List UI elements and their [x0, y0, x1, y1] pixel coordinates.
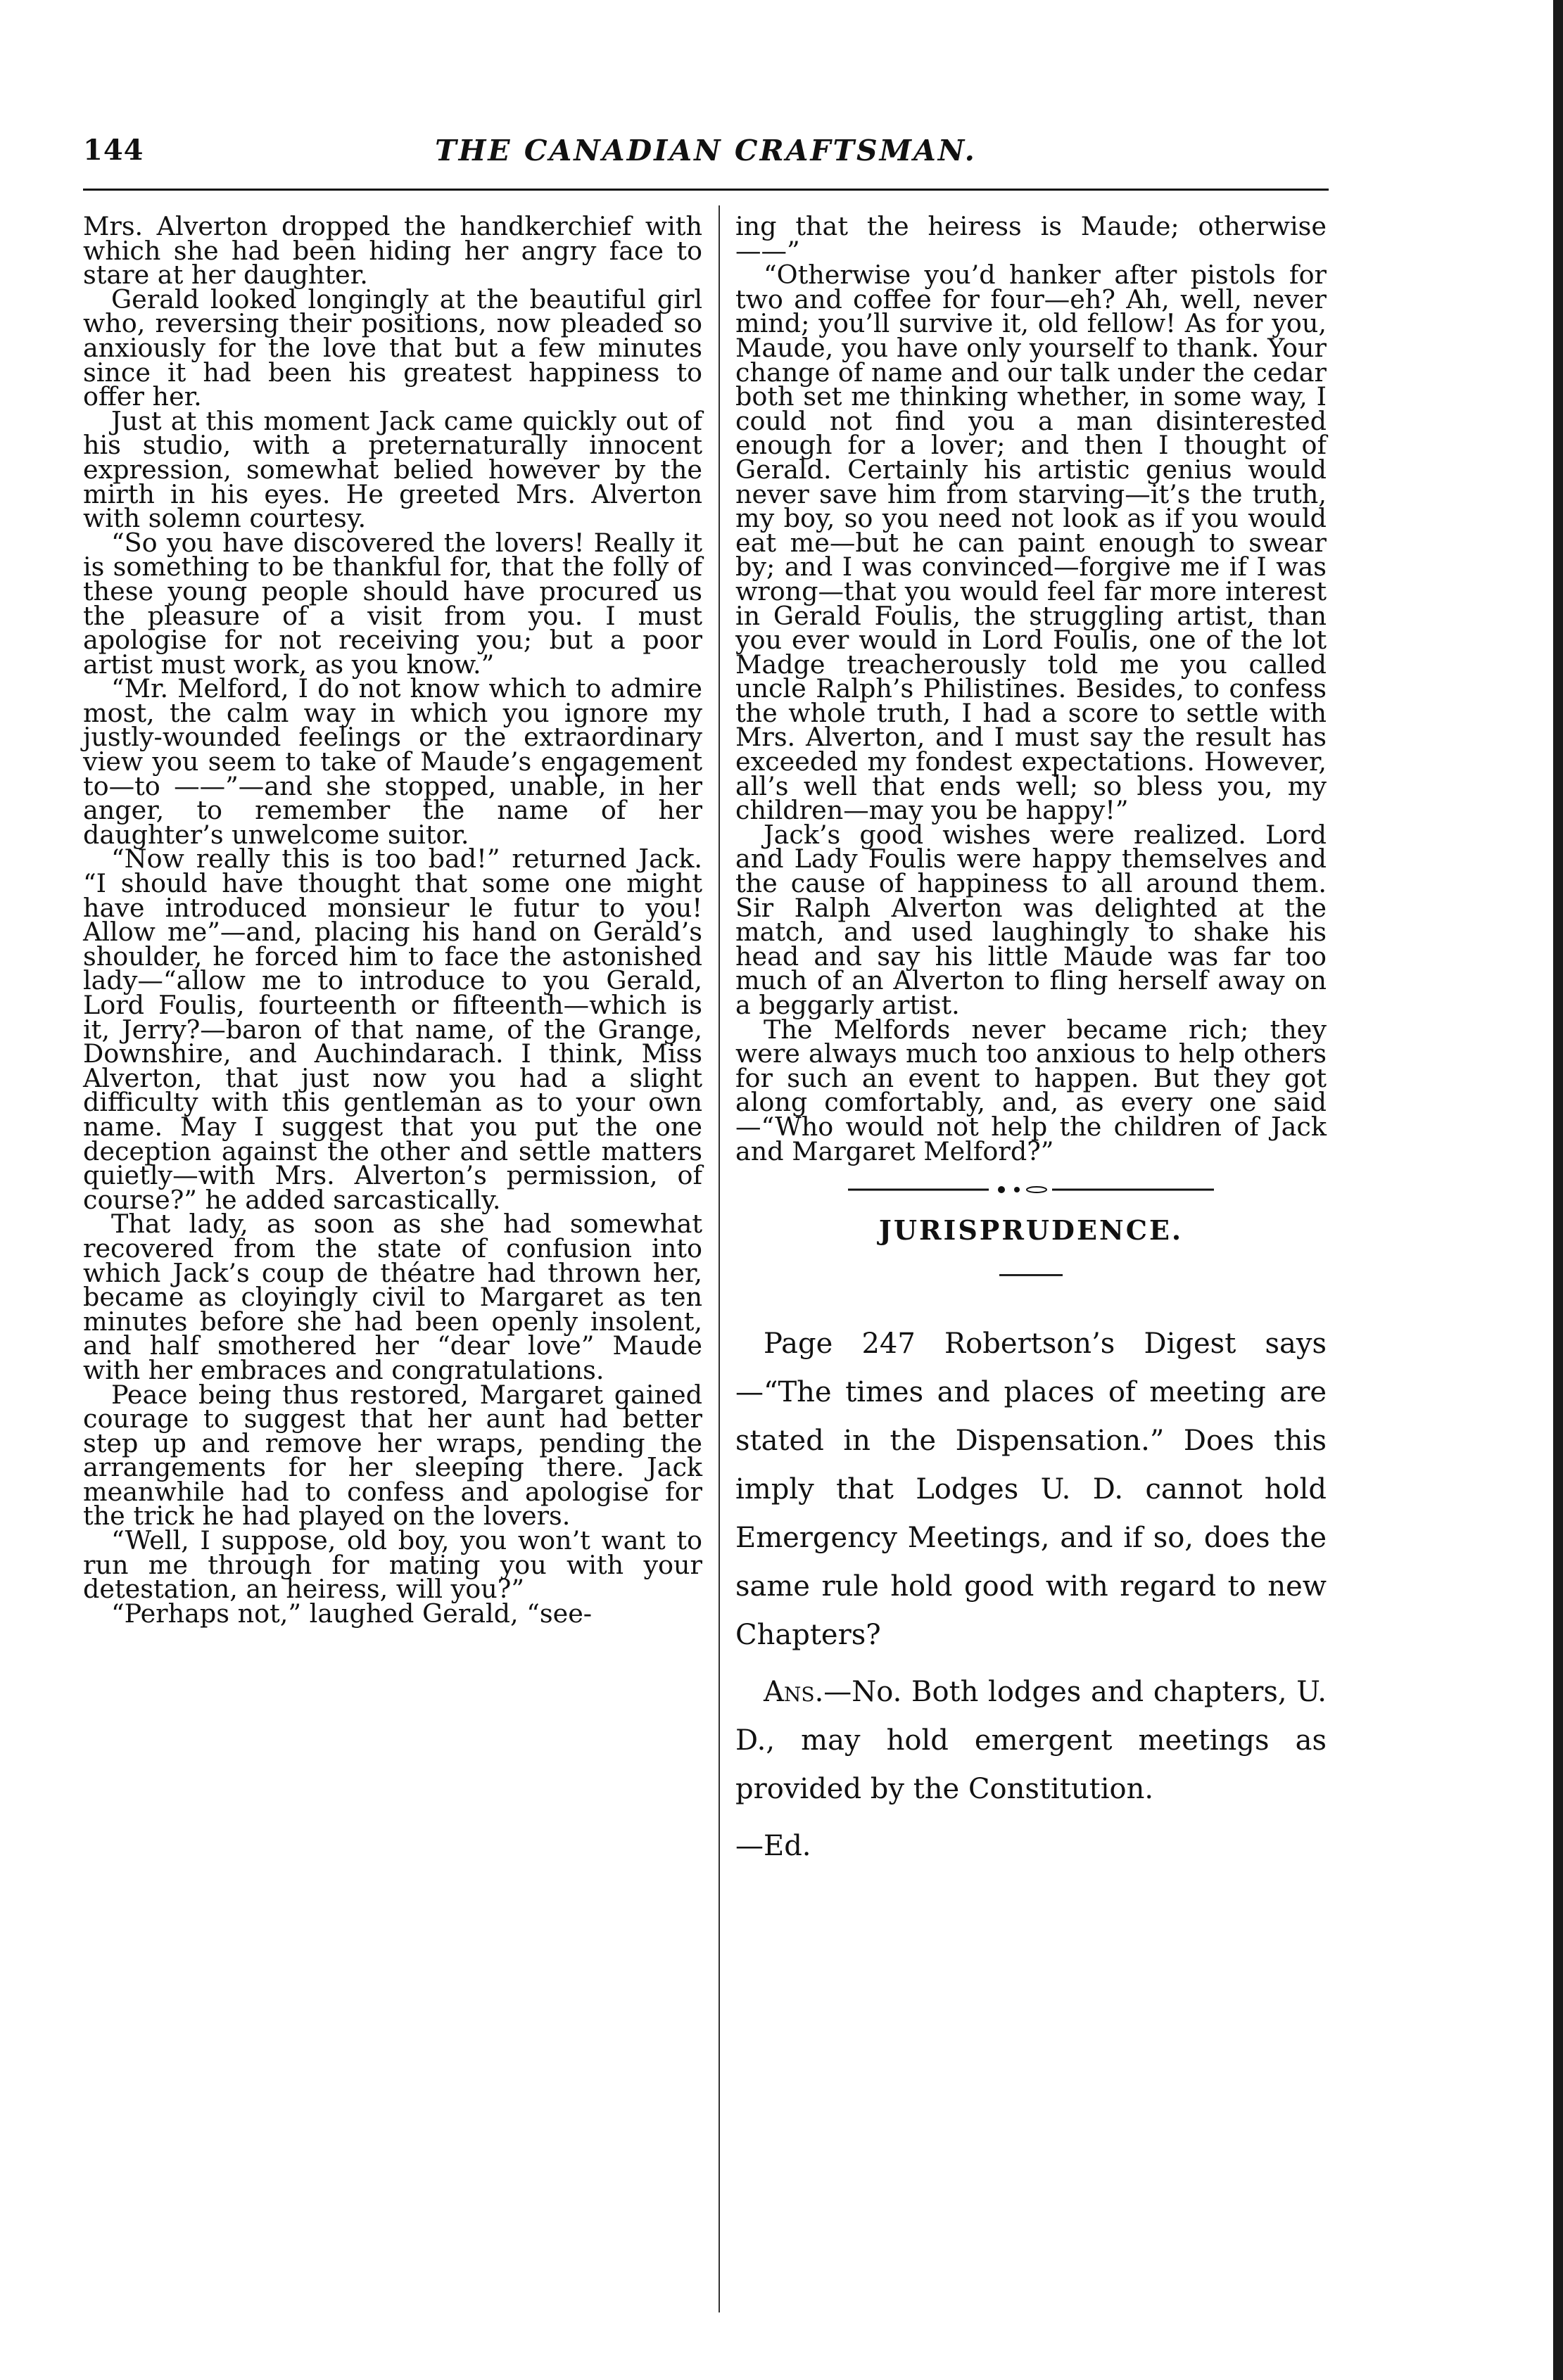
right-column — [735, 211, 1327, 1871]
heading-dash — [999, 1274, 1063, 1276]
paragraph: “Perhaps not,” laughed Gerald, “see- — [111, 1598, 593, 1629]
answer-label: Ans. — [764, 1675, 824, 1708]
paragraph: “Mr. Melford, I do not know which to admire most, the calm way in which you ignore my justly-wounded feelings or the extraordinary view you seem to take of Maude’s engagement to—to ——”—and she stopped, unable, in her anger, to remember the name of her daughter’s unwelcome suitor. — [83, 673, 702, 850]
paragraph: “Otherwise you’d hanker after pistols for two and coffee for four—eh? Ah, well, never mind; you’ll survive it, old fellow! As for you, Maude, you have only yourself to thank. Your change of name and our talk under the cedar both set me thinking whether, in some way, I could not find you a man disinterested enough for a lover; and then I thought of Gerald. Certainly his artistic genius would never save him from starving—it’s the truth, my boy, so you need not look as if you would eat me—but he can paint enough to swear by; and I was convinced—forgive me if I was wrong—that you would feel far more interest in Gerald Foulis, the struggling artist, than you ever would in Lord Foulis, one of the lot Madge treacherously told me you called uncle Ralph’s Philistines. Besides, to confess the whole truth, I had a score to settle with Mrs. Alverton, and I must say the result has exceeded my fondest expectations. However, all’s well that ends well; so bless you, my children—may you be happy!” — [735, 260, 1327, 826]
paragraph: Gerald looked longingly at the beautiful girl who, reversing their positions, now pleaded so anxiously for the love that but a few minutes since it had been his greatest happiness to offer her. — [83, 284, 702, 412]
editor-signature: —Ed. — [735, 1829, 811, 1862]
paragraph: ing that the heiress is Maude; otherwise——” — [735, 211, 1327, 266]
paragraph: Just at this moment Jack came quickly out of his studio, with a preternaturally innocent expression, somewhat belied however by the mirth in his eyes. He greeted Mrs. Alverton with solemn courtesy. — [83, 405, 702, 534]
paragraph: Mrs. Alverton dropped the handkerchief with which she had been hiding her angry face to stare at her daughter. — [83, 211, 702, 291]
header-rule — [83, 189, 1329, 191]
page-number: 144 — [83, 134, 144, 167]
left-column — [83, 211, 702, 1629]
scan-edge-bar — [1553, 0, 1563, 2380]
paragraph: “Now really this is too bad!” returned Jack. “I should have thought that some one might have introduced monsieur le futur to you! Allow me”—and, placing his hand on Gerald’s shoulder, he forced him to face the astonished lady—“allow me to introduce to you Gerald, Lord Foulis, fourteenth or fifteenth—which is it, Jerry?—baron of that name, of the Grange, Downshire, and Auchindarach. I think, Miss Alverton, that just now you had a slight difficulty with this gentleman as to your own name. May I suggest that you put the one deception against the other and settle matters quietly—with Mrs. Alverton’s permission, of course?” he added sarcastically. — [83, 844, 702, 1215]
paragraph: Peace being thus restored, Margaret gained courage to suggest that her aunt had better step up and remove her wraps, pending the arrangements for her sleeping there. Jack meanwhile had to confess and apologise for the trick he had played on the lovers. — [83, 1379, 702, 1532]
question-paragraph: Page 247 Robertson’s Digest says—“The times and places of meeting are stated in the Dispensation.” Does this imply that Lodges U. D. cannot hold Emergency Meetings, and if so, does the same rule hold good with regard to new Chapters? — [735, 1327, 1327, 1651]
column-divider — [719, 205, 720, 2312]
jurisprudence-body — [735, 1320, 1327, 1871]
section-ornament — [735, 1185, 1327, 1195]
paragraph: “So you have discovered the lovers! Really it is something to be thankful for, that the folly of these young people should have procured us the pleasure of a visit from you. I must apologise for not receiving you; but a poor artist must work, as you know.” — [83, 527, 702, 680]
paragraph: “Well, I suppose, old boy, you won’t want to run me through for mating you with your detestation, an heiress, will you?” — [83, 1525, 702, 1605]
running-title: THE CANADIAN CRAFTSMAN. — [435, 134, 977, 167]
answer-text: —No. Both lodges and chapters, U. D., may hold emergent meetings as provided by the Constitution. — [735, 1675, 1327, 1805]
answer-paragraph — [735, 1668, 1327, 1814]
paragraph: That lady, as soon as she had somewhat recovered from the state of confusion into which Jack’s coup de théatre had thrown her, became as cloyingly civil to Margaret as ten minutes before she had been openly insolent, and half smothered her “dear love” Maude with her embraces and congratulations. — [83, 1209, 702, 1385]
page-header — [83, 134, 1329, 176]
paragraph: Jack’s good wishes were realized. Lord and Lady Foulis were happy themselves and the cause of happiness to all around them. Sir Ralph Alverton was delighted at the match, and used laughingly to shake his head and say his little Maude was far too much of an Alverton to fling herself away on a beggarly artist. — [735, 819, 1327, 1020]
ornament-rule-icon — [848, 1185, 1214, 1195]
paragraph: The Melfords never became rich; they were always much too anxious to help others for such an event to happen. But they got along comfortably, and, as every one said—“Who would not help the children of Jack and Margaret Melford?” — [735, 1014, 1327, 1166]
section-heading: JURISPRUDENCE. — [878, 1214, 1184, 1247]
